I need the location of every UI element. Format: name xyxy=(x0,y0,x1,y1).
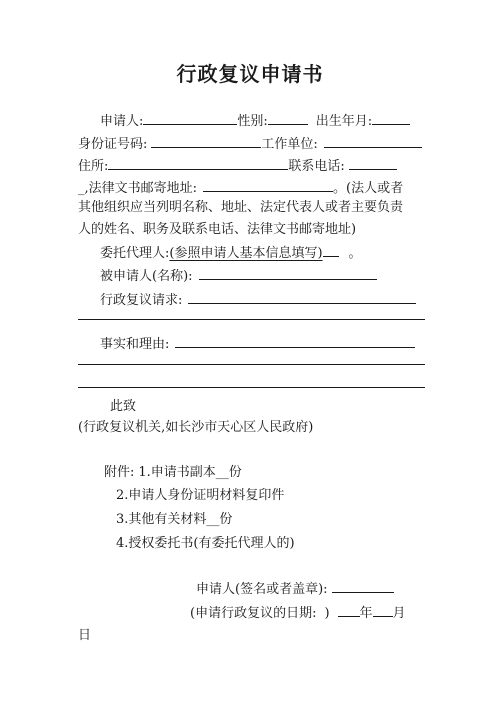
request-extra-line[interactable] xyxy=(78,319,425,320)
phone-field[interactable] xyxy=(349,152,397,170)
respondent-line xyxy=(100,262,430,286)
facts-label: 事实和理由: xyxy=(100,337,170,352)
facts-extra-line-2[interactable] xyxy=(78,387,425,388)
applicant-line-2 xyxy=(78,130,428,154)
work-field[interactable] xyxy=(324,130,422,148)
mail-field[interactable] xyxy=(203,174,333,192)
mail-suffix: 。(法人或者 xyxy=(333,181,404,196)
agent-line xyxy=(100,239,430,263)
mail-prefix: _, xyxy=(78,181,89,196)
phone-label: 联系电话: xyxy=(288,159,345,174)
applicant-note-line-1: 其他组织应当列明名称、地址、法定代表人或者主要负责 xyxy=(78,200,404,215)
month-field[interactable] xyxy=(373,599,393,617)
date-close: ) xyxy=(324,606,330,621)
agent-label: 委托代理人: xyxy=(100,246,170,261)
request-label: 行政复议请求: xyxy=(100,293,183,308)
year-label: 年 xyxy=(359,606,373,621)
applicant-line-4 xyxy=(78,174,428,198)
facts-line xyxy=(100,330,430,354)
signature-field[interactable] xyxy=(332,575,394,593)
attachment-item-1: 1.申请书副本__份 xyxy=(138,465,242,480)
recipient: (行政复议机关,如长沙市天心区人民政府) xyxy=(78,420,314,435)
agent-field-tail[interactable] xyxy=(323,239,339,257)
day-label: 日 xyxy=(78,628,92,643)
facts-field[interactable] xyxy=(175,330,415,348)
month-label: 月 xyxy=(392,606,406,621)
name-label: 申请人: xyxy=(100,114,144,129)
attachment-item-2: 2.申请人身份证明材料复印件 xyxy=(116,488,285,503)
gender-label: 性别: xyxy=(237,114,268,129)
address-label: 住所: xyxy=(78,159,109,174)
respondent-field[interactable] xyxy=(199,262,377,280)
address-field[interactable] xyxy=(108,152,288,170)
attachment-item-4: 4.授权委托书(有委托代理人的) xyxy=(116,536,295,551)
applicant-line-1 xyxy=(100,107,430,131)
request-field[interactable] xyxy=(188,286,416,304)
attachment-item-3: 3.其他有关材料__份 xyxy=(116,512,233,527)
facts-extra-line-1[interactable] xyxy=(78,364,425,365)
respondent-label: 被申请人(名称): xyxy=(100,269,193,284)
applicant-line-3 xyxy=(78,152,428,176)
document-title: 行政复议申请书 xyxy=(176,62,324,86)
birth-label: 出生年月: xyxy=(315,114,373,129)
salutation: 此致 xyxy=(110,399,137,414)
gender-field[interactable] xyxy=(268,107,308,125)
attachments-first-line xyxy=(104,461,364,485)
signature-label: 申请人(签名或者盖章): xyxy=(196,582,328,597)
work-label: 工作单位: xyxy=(261,137,318,152)
id-label: 身份证号码: xyxy=(78,137,148,152)
applicant-note-line-2: 人的姓名、职务及联系电话、法律文书邮寄地址) xyxy=(78,222,357,237)
request-line xyxy=(100,286,430,310)
id-field[interactable] xyxy=(151,130,261,148)
birth-field[interactable] xyxy=(372,107,410,125)
agent-hint[interactable]: (参照申请人基本信息填写) xyxy=(169,246,323,261)
agent-end: 。 xyxy=(348,246,362,261)
signature-line xyxy=(196,575,426,599)
attachments-label: 附件: xyxy=(104,465,135,480)
date-line xyxy=(190,599,430,623)
mail-label: 法律文书邮寄地址: xyxy=(88,181,198,196)
name-field[interactable] xyxy=(143,107,237,125)
year-field[interactable] xyxy=(338,599,360,617)
date-label: (申请行政复议的日期: xyxy=(190,606,317,621)
